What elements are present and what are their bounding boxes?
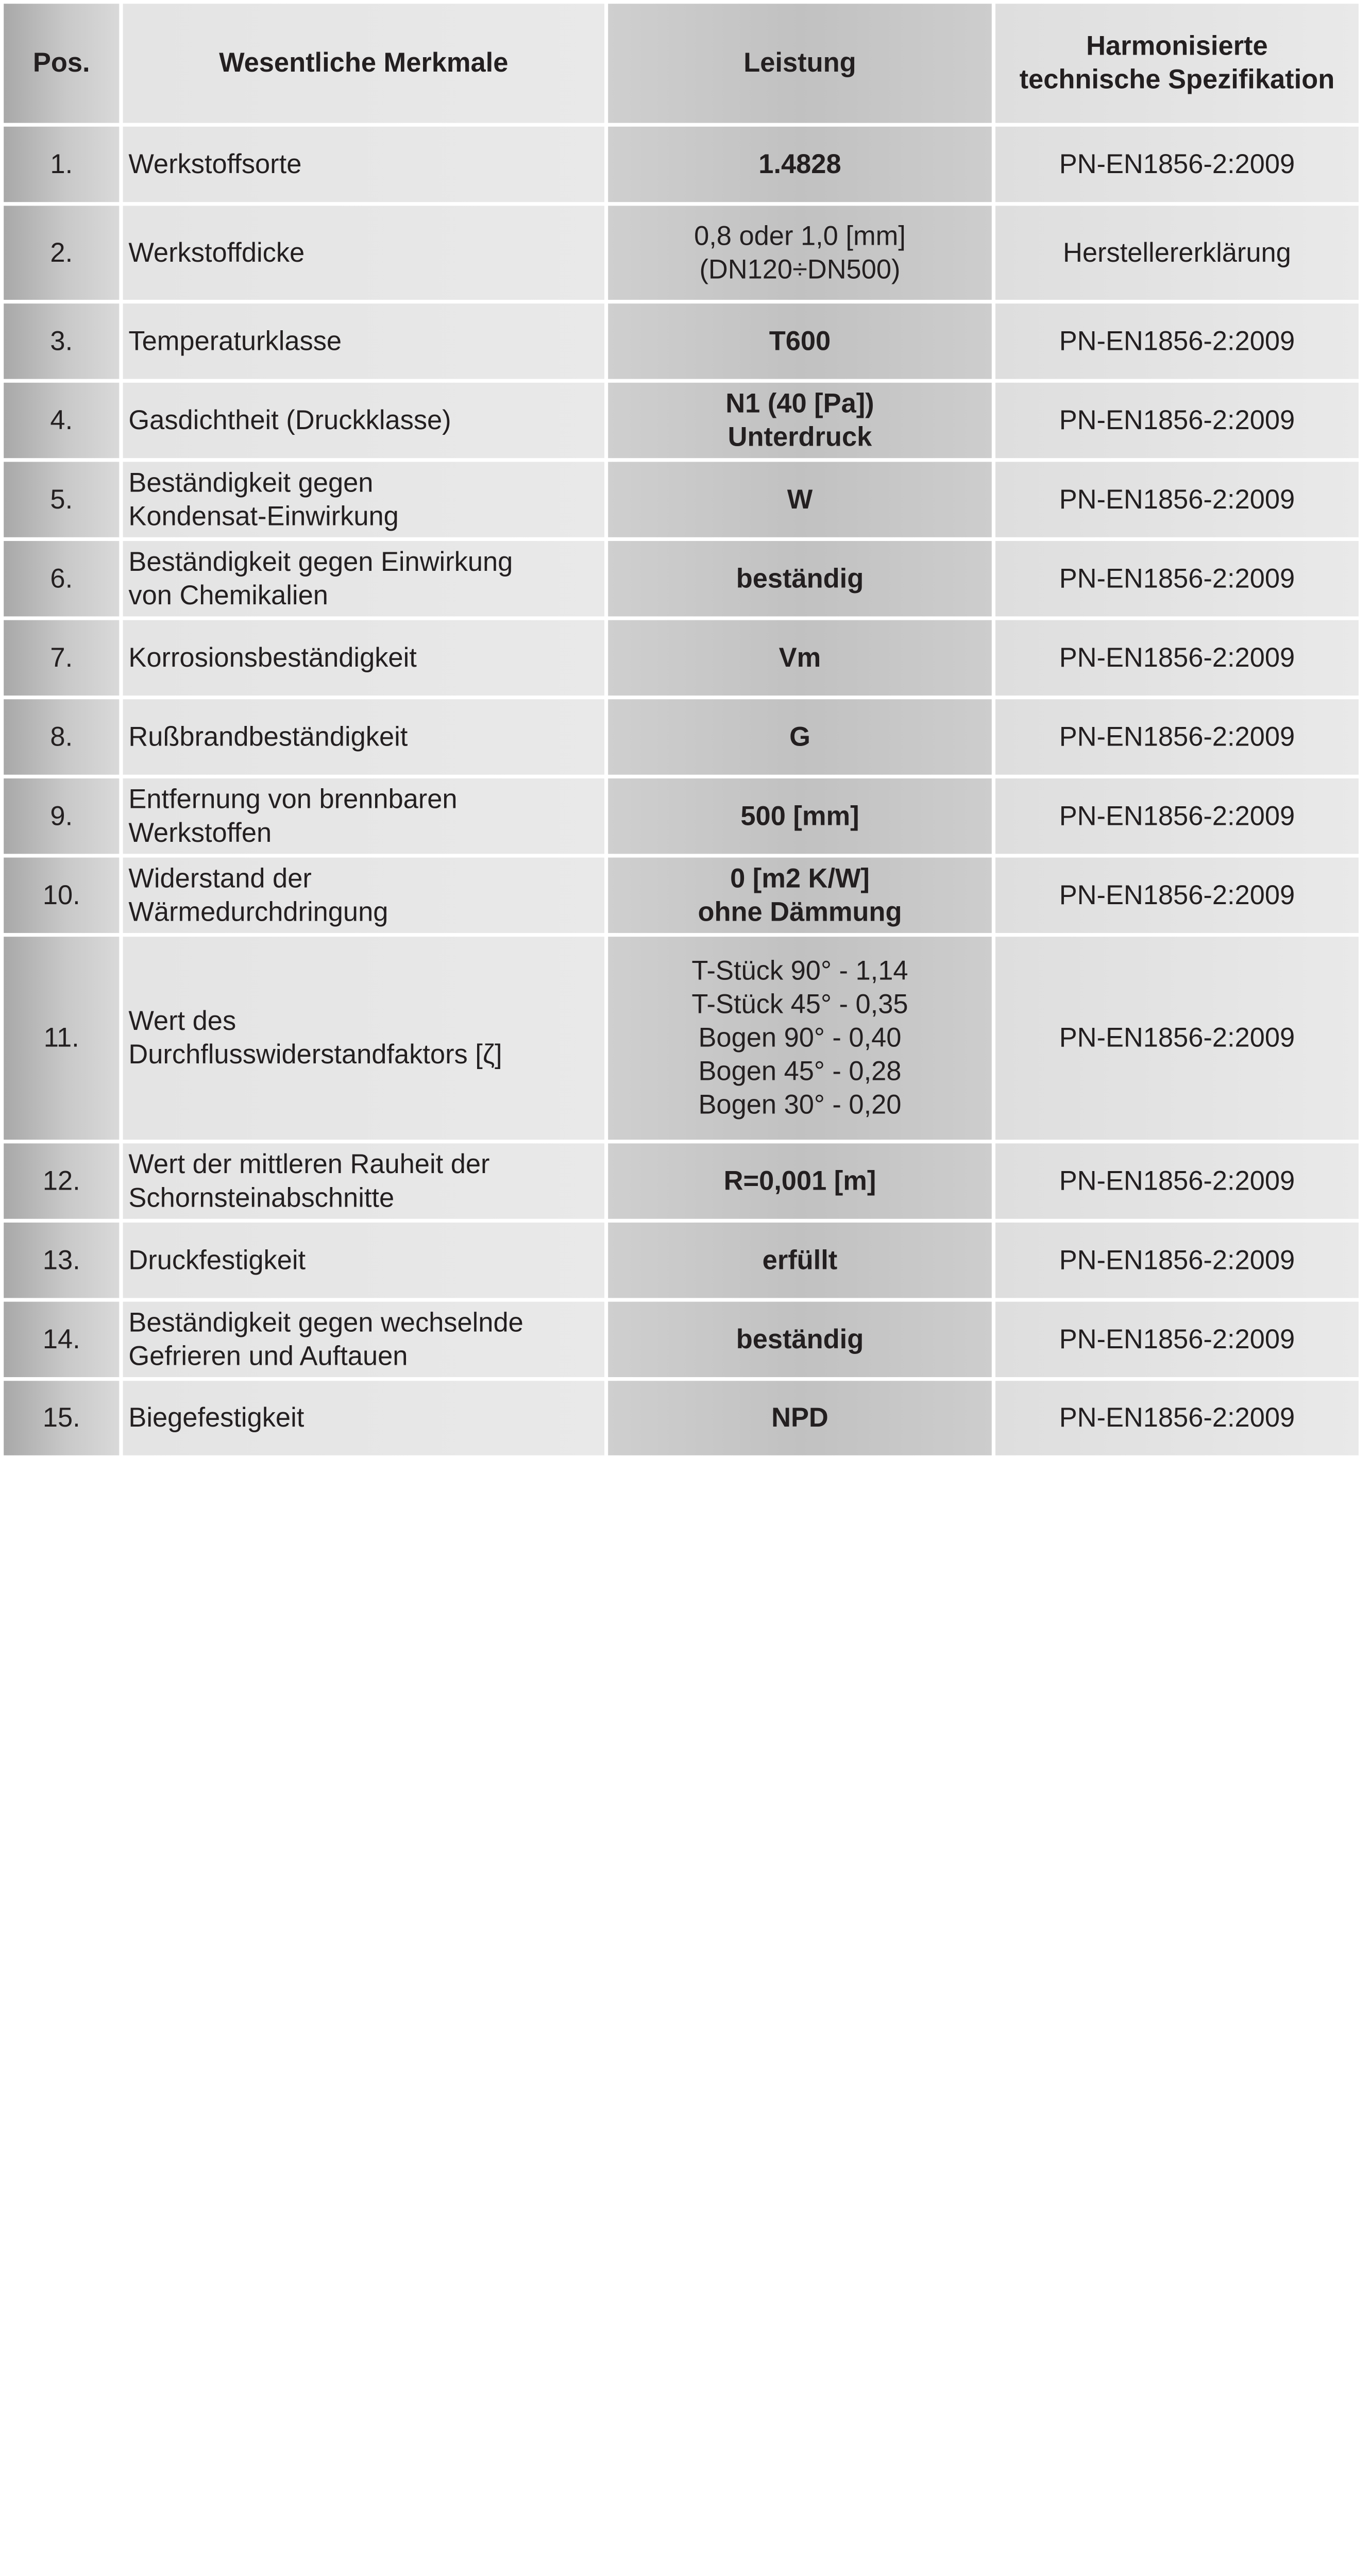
feature-line: Gasdichtheit (Druckklasse): [128, 405, 451, 435]
feature-line: Werkstoffsorte: [128, 149, 302, 179]
feature-line: Beständigkeit gegen: [128, 468, 374, 498]
row-performance: [608, 778, 992, 854]
table-row: [4, 937, 1359, 1140]
header-spec-line-2: technische Spezifikation: [1019, 65, 1335, 95]
table-row: [4, 620, 1359, 696]
row-spec: PN-EN1856-2:2009: [995, 1302, 1359, 1377]
row-feature: [123, 127, 604, 202]
table-row: [4, 383, 1359, 458]
feature-line: Schornsteinabschnitte: [128, 1183, 395, 1213]
row-spec: PN-EN1856-2:2009: [995, 620, 1359, 696]
row-spec: PN-EN1856-2:2009: [995, 383, 1359, 458]
row-spec: PN-EN1856-2:2009: [995, 778, 1359, 854]
row-feature: [123, 383, 604, 458]
feature-line: Gefrieren und Auftauen: [128, 1341, 408, 1371]
table-row: [4, 1143, 1359, 1218]
row-pos: 9.: [4, 778, 119, 854]
table-row: [4, 462, 1359, 537]
performance-line: 500 [mm]: [740, 801, 859, 832]
row-performance: [608, 1381, 992, 1455]
table-row: [4, 303, 1359, 379]
feature-line: Wert des: [128, 1006, 236, 1037]
row-spec: PN-EN1856-2:2009: [995, 937, 1359, 1140]
row-pos: 3.: [4, 303, 119, 379]
row-pos: 8.: [4, 699, 119, 774]
table-row: [4, 1381, 1359, 1455]
row-pos: 2.: [4, 206, 119, 300]
header-feature: Wesentliche Merkmale: [123, 4, 604, 123]
row-pos: 13.: [4, 1223, 119, 1298]
row-spec: PN-EN1856-2:2009: [995, 1381, 1359, 1455]
row-feature: [123, 620, 604, 696]
feature-line: Entfernung von brennbaren: [128, 784, 458, 815]
row-performance: [608, 620, 992, 696]
table-row: [4, 541, 1359, 616]
row-pos: 6.: [4, 541, 119, 616]
table-header-row: [4, 4, 1359, 123]
performance-line: 1.4828: [758, 149, 841, 179]
row-pos: 1.: [4, 127, 119, 202]
row-feature: [123, 699, 604, 774]
feature-line: Wärmedurchdringung: [128, 897, 388, 927]
feature-line: Durchflusswiderstandfaktors [ζ]: [128, 1040, 502, 1070]
feature-line: Druckfestigkeit: [128, 1245, 306, 1276]
row-pos: 15.: [4, 1381, 119, 1455]
performance-line: Bogen 30° - 0,20: [698, 1090, 902, 1121]
feature-line: Werkstoffen: [128, 818, 272, 848]
feature-line: Wert der mittleren Rauheit der: [128, 1149, 490, 1179]
feature-line: Korrosionsbeständigkeit: [128, 642, 417, 673]
performance-line: beständig: [736, 564, 864, 594]
row-pos: 14.: [4, 1302, 119, 1377]
performance-line: 0 [m2 K/W]: [730, 863, 870, 894]
performance-line: beständig: [736, 1324, 864, 1354]
row-feature: [123, 778, 604, 854]
performance-line: NPD: [771, 1403, 828, 1433]
performance-line: T-Stück 90° - 1,14: [691, 956, 908, 986]
feature-line: Temperaturklasse: [128, 326, 342, 357]
table-row: [4, 1302, 1359, 1377]
row-spec: PN-EN1856-2:2009: [995, 1143, 1359, 1218]
row-spec: PN-EN1856-2:2009: [995, 858, 1359, 933]
performance-line: Bogen 45° - 0,28: [698, 1057, 902, 1087]
row-performance: [608, 699, 992, 774]
row-feature: [123, 937, 604, 1140]
row-feature: [123, 303, 604, 379]
row-pos: 10.: [4, 858, 119, 933]
row-performance: [608, 1223, 992, 1298]
row-feature: [123, 1381, 604, 1455]
feature-line: von Chemikalien: [128, 580, 328, 611]
performance-line: Bogen 90° - 0,40: [698, 1023, 902, 1054]
feature-line: Widerstand der: [128, 863, 312, 894]
table-row: [4, 206, 1359, 300]
row-pos: 12.: [4, 1143, 119, 1218]
row-feature: [123, 1223, 604, 1298]
row-spec: PN-EN1856-2:2009: [995, 699, 1359, 774]
performance-line: 0,8 oder 1,0 [mm]: [694, 221, 906, 251]
row-spec: PN-EN1856-2:2009: [995, 541, 1359, 616]
row-performance: [608, 937, 992, 1140]
row-spec: PN-EN1856-2:2009: [995, 303, 1359, 379]
row-feature: [123, 462, 604, 537]
row-performance: [608, 206, 992, 300]
performance-line: Unterdruck: [728, 422, 872, 452]
row-performance: [608, 127, 992, 202]
row-performance: [608, 858, 992, 933]
performance-line: ohne Dämmung: [698, 897, 902, 927]
performance-line: T-Stück 45° - 0,35: [691, 990, 908, 1020]
performance-line: N1 (40 [Pa]): [725, 388, 874, 419]
row-spec: PN-EN1856-2:2009: [995, 1223, 1359, 1298]
row-pos: 4.: [4, 383, 119, 458]
row-performance: [608, 541, 992, 616]
feature-line: Beständigkeit gegen wechselnde: [128, 1308, 523, 1338]
row-spec: PN-EN1856-2:2009: [995, 127, 1359, 202]
feature-line: Rußbrandbeständigkeit: [128, 722, 408, 752]
header-performance: Leistung: [608, 4, 992, 123]
row-pos: 7.: [4, 620, 119, 696]
row-pos: 11.: [4, 937, 119, 1140]
row-performance: [608, 462, 992, 537]
row-spec: PN-EN1856-2:2009: [995, 462, 1359, 537]
row-performance: [608, 1143, 992, 1218]
row-feature: [123, 1302, 604, 1377]
header-spec-line-1: Harmonisierte: [1086, 31, 1268, 62]
row-pos: 5.: [4, 462, 119, 537]
performance-line: G: [789, 722, 810, 752]
table-row: [4, 699, 1359, 774]
performance-line: (DN120÷DN500): [699, 255, 901, 285]
row-feature: [123, 541, 604, 616]
performance-line: W: [787, 484, 813, 515]
feature-line: Biegefestigkeit: [128, 1403, 305, 1433]
row-performance: [608, 303, 992, 379]
feature-line: Kondensat-Einwirkung: [128, 501, 399, 532]
row-feature: [123, 1143, 604, 1218]
header-pos: Pos.: [4, 4, 119, 123]
feature-line: Werkstoffdicke: [128, 238, 305, 268]
performance-line: T600: [769, 326, 831, 357]
feature-line: Beständigkeit gegen Einwirkung: [128, 547, 513, 577]
row-feature: [123, 206, 604, 300]
performance-line: R=0,001 [m]: [723, 1166, 876, 1196]
header-spec: [995, 4, 1359, 123]
row-feature: [123, 858, 604, 933]
performance-line: erfüllt: [762, 1245, 838, 1276]
row-performance: [608, 383, 992, 458]
row-spec: Herstellererklärung: [995, 206, 1359, 300]
table-row: [4, 858, 1359, 933]
table-row: [4, 1223, 1359, 1298]
performance-line: Vm: [779, 642, 821, 673]
row-performance: [608, 1302, 992, 1377]
table-row: [4, 127, 1359, 202]
table-row: [4, 778, 1359, 854]
